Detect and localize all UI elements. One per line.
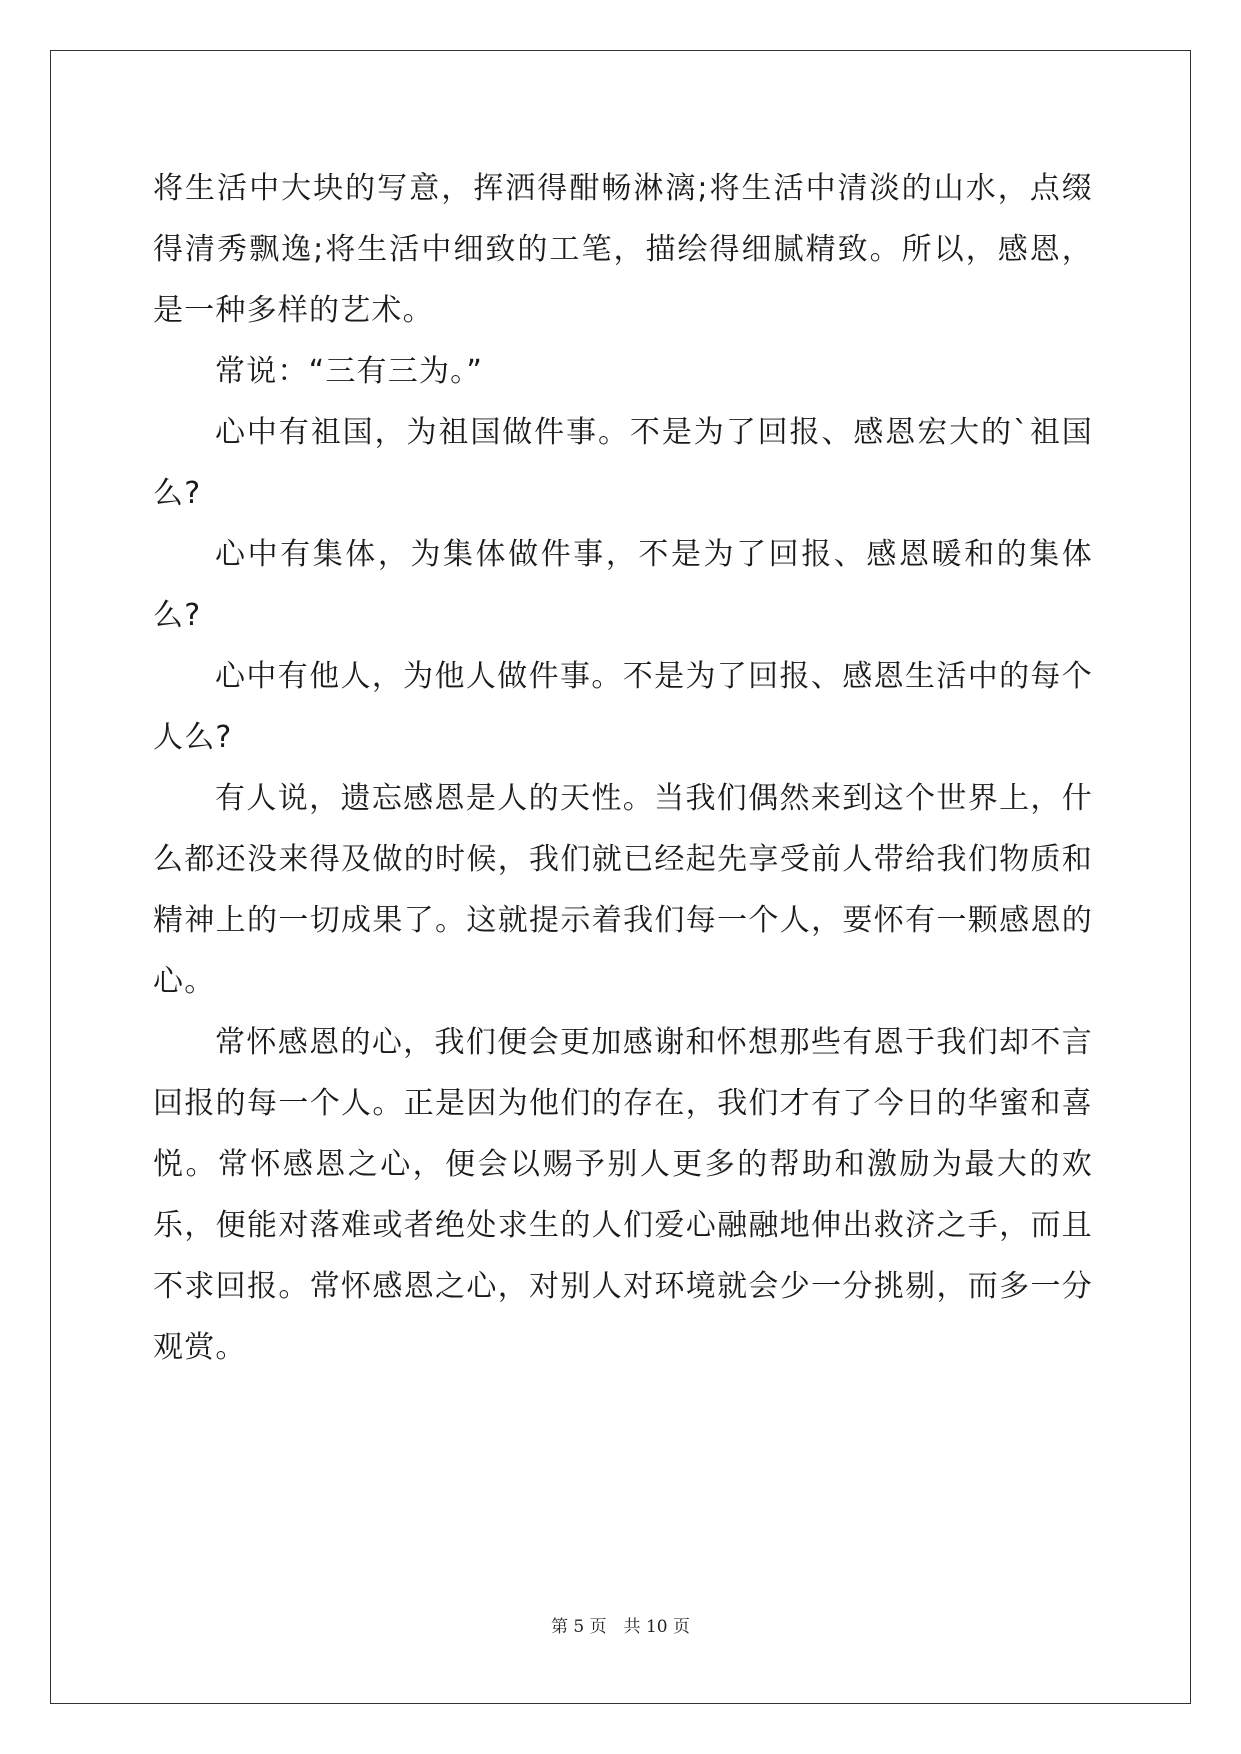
paragraph: 常说：“三有三为。” [215, 354, 484, 389]
paragraph: 心中有他人，为他人做件事。不是为了回报、感恩生活中的每个人么? [153, 659, 1093, 755]
document-body [153, 158, 1093, 1378]
page-number-footer: 第 5 页 共 10 页 [550, 1617, 691, 1637]
paragraph: 将生活中大块的写意，挥洒得酣畅淋漓;将生活中清淡的山水，点缀得清秀飘逸;将生活中细致的工笔，描绘得细腻精致。所以，感恩，是一种多样的艺术。 [153, 171, 1093, 328]
paragraph: 有人说，遗忘感恩是人的天性。当我们偶然来到这个世界上，什么都还没来得及做的时候，我们就已经起先享受前人带给我们物质和精神上的一切成果了。这就提示着我们每一个人，要怀有一颗感恩的心。 [153, 781, 1093, 999]
paragraph: 常怀感恩的心，我们便会更加感谢和怀想那些有恩于我们却不言回报的每一个人。正是因为他们的存在，我们才有了今日的华蜜和喜悦。常怀感恩之心，便会以赐予别人更多的帮助和激励为最大的欢乐，便能对落难或者绝处求生的人们爱心融融地伸出救济之手，而且不求回报。常怀感恩之心，对别人对环境就会少一分挑剔，而多一分观赏。 [153, 1025, 1093, 1365]
paragraph: 心中有集体，为集体做件事，不是为了回报、感恩暖和的集体么? [153, 537, 1093, 633]
paragraph: 心中有祖国，为祖国做件事。不是为了回报、感恩宏大的`祖国么? [153, 415, 1093, 511]
